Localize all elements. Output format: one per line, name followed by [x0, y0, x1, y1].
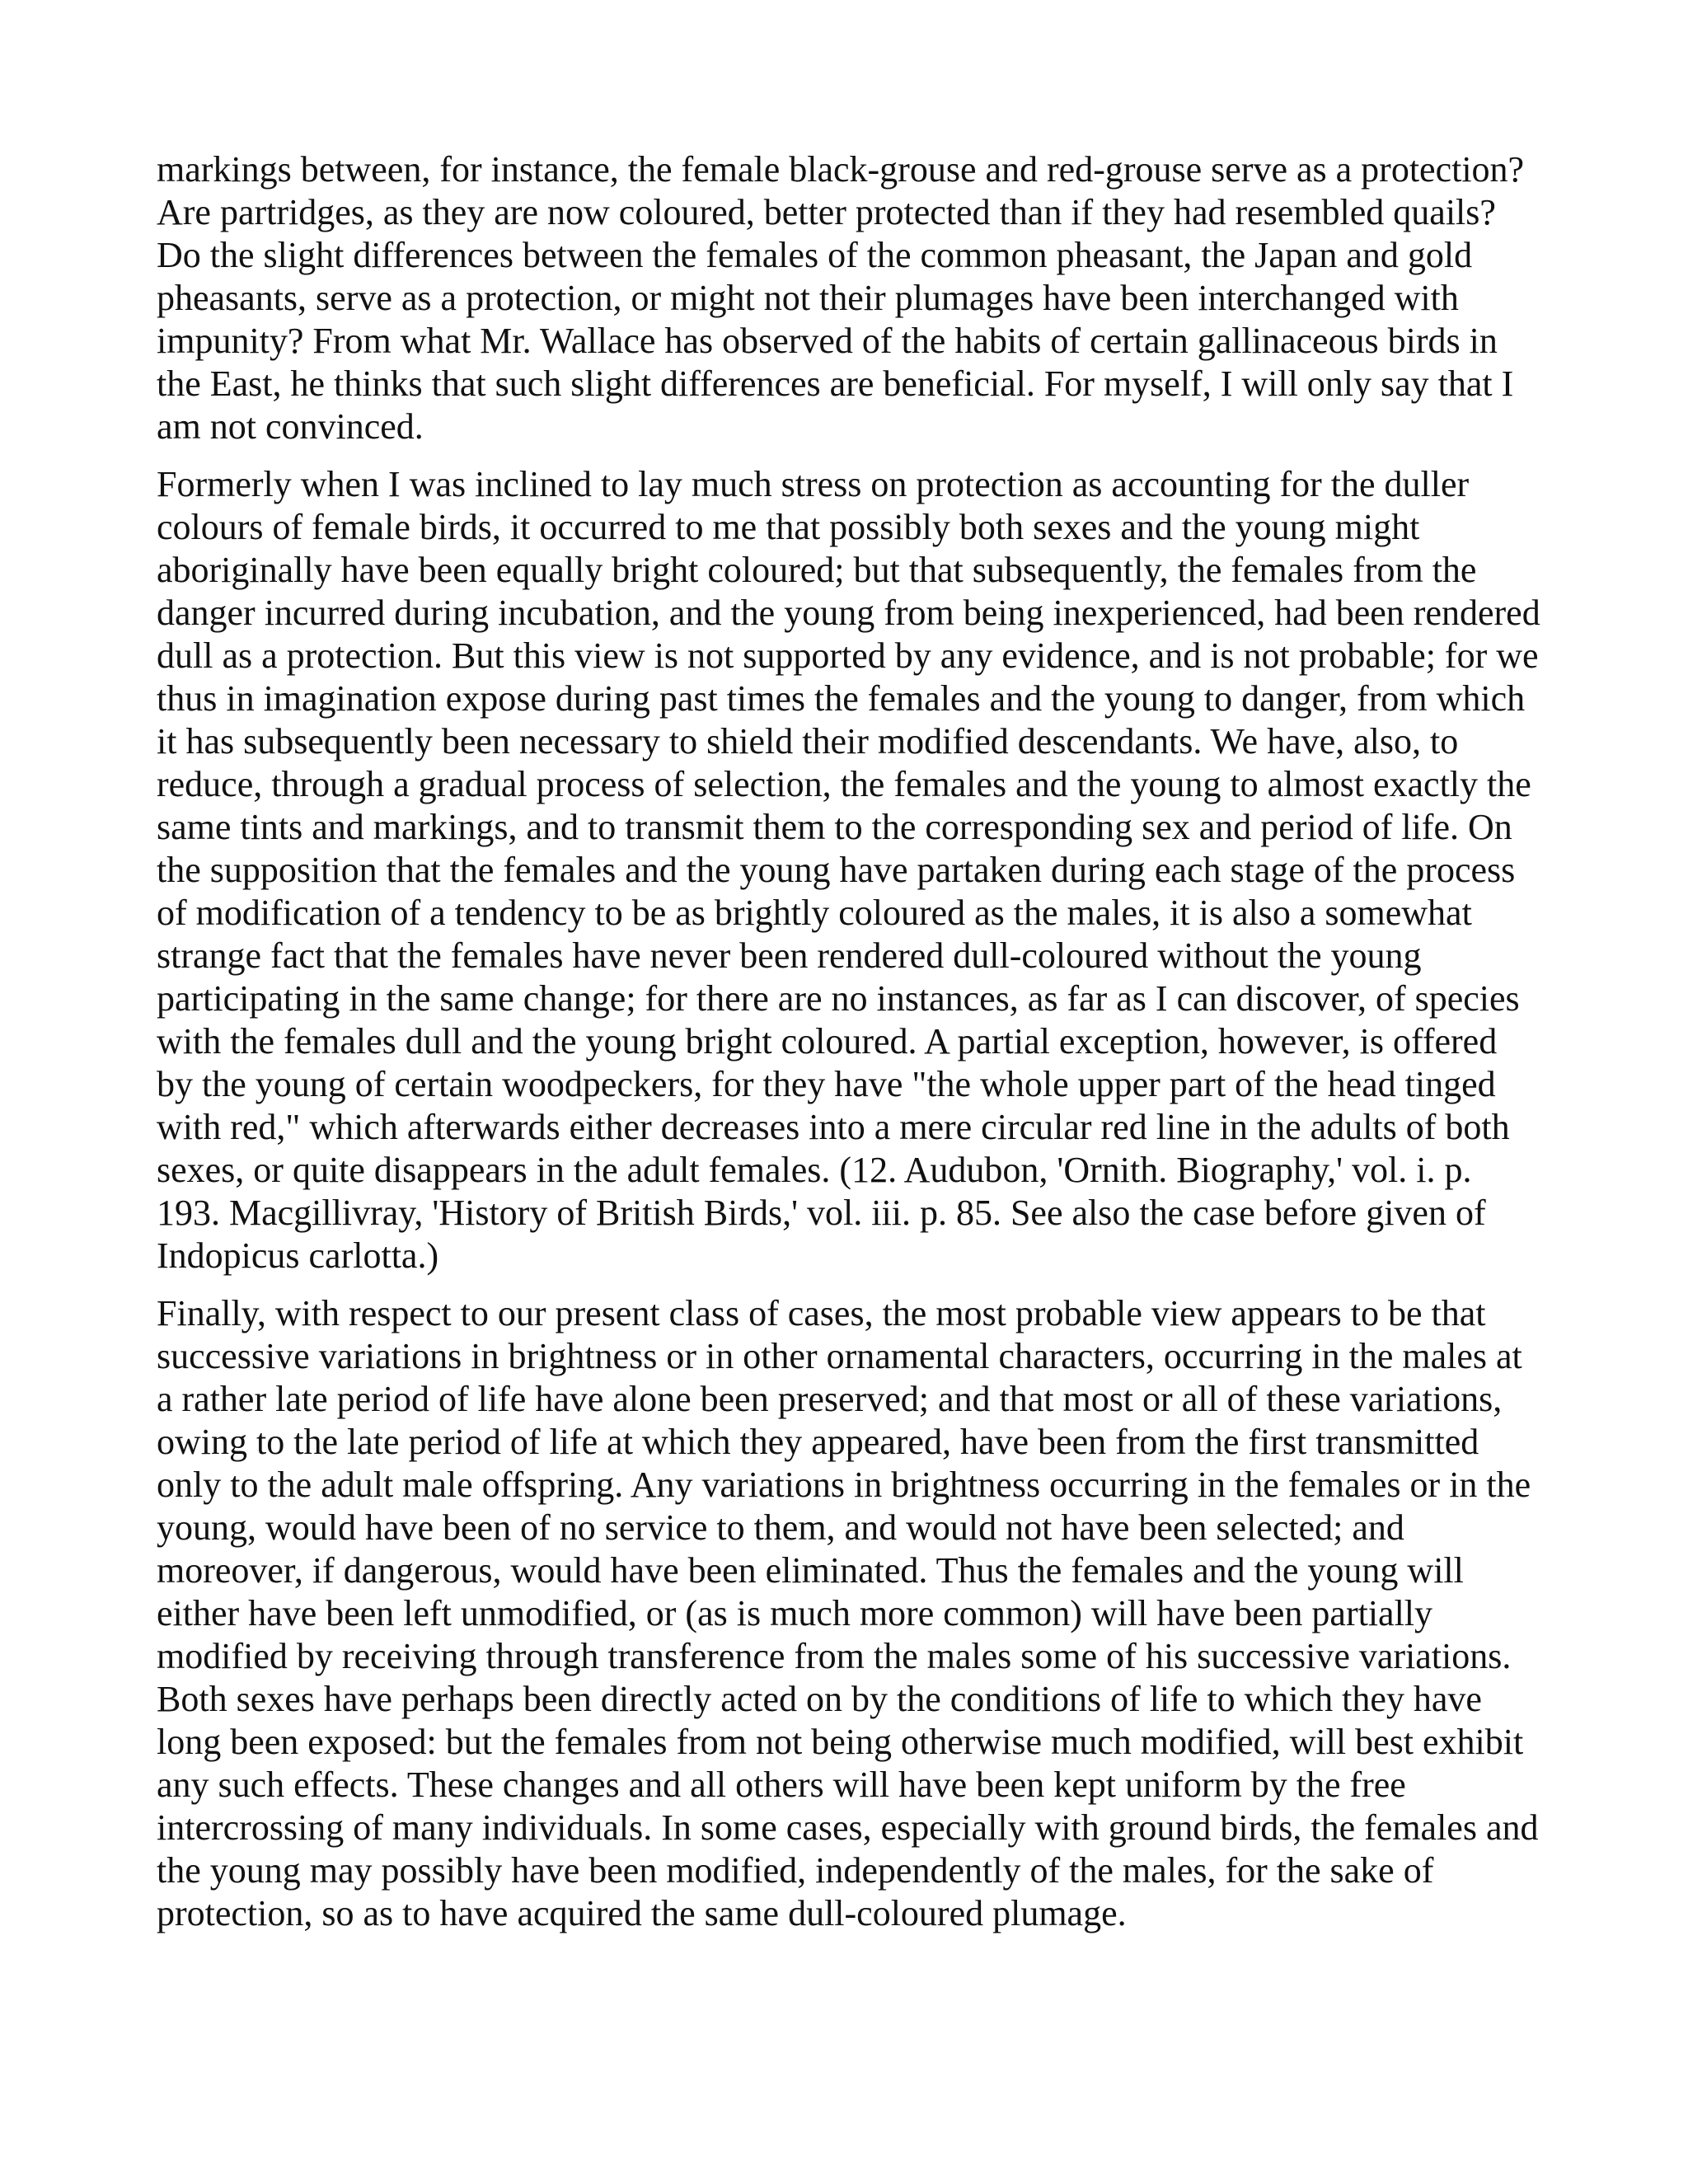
paragraph-3: Finally, with respect to our present class of cases, the most probable view appears to be that successive variations in brightness or in other ornamental characters, occurring in the males at a rather late period of life have alone been preserved; and that most or all of these variations, owing to the late period of life at which they appeared, have been from the first transmitted only to the adult male offspring. Any variations in brightness occurring in the females or in the young, would have been of no service to them, and would not have been selected; and moreover, if dangerous, would have been eliminated. Thus the females and the young will either have been left unmodified, or (as is much more common) will have been partially modified by receiving through transference from the males some of his successive variations. Both sexes have perhaps been directly acted on by the conditions of life to which they have long been exposed: but the females from not being otherwise much modified, will best exhibit any such effects. These changes and all others will have been kept uniform by the free intercrossing of many individuals. In some cases, especially with ground birds, the females and the young may possibly have been modified, independently of the males, for the sake of protection, so as to have acquired the same dull-coloured plumage. — [157, 1293, 1539, 1933]
document-page — [157, 148, 1541, 1935]
paragraph-2: Formerly when I was inclined to lay much stress on protection as accounting for the duller colours of female birds, it occurred to me that possibly both sexes and the young might aboriginally have been equally bright coloured; but that subsequently, the females from the danger incurred during incubation, and the young from being inexperienced, had been rendered dull as a protection. But this view is not supported by any evidence, and is not probable; for we thus in imagination expose during past times the females and the young to danger, from which it has subsequently been necessary to shield their modified descendants. We have, also, to reduce, through a gradual process of selection, the females and the young to almost exactly the same tints and markings, and to transmit them to the corresponding sex and period of life. On the supposition that the females and the young have partaken during each stage of the process of modification of a tendency to be as brightly coloured as the males, it is also a somewhat strange fact that the females have never been rendered dull-coloured without the young participating in the same change; for there are no instances, as far as I can discover, of species with the females dull and the young bright coloured. A partial exception, however, is offered by the young of certain woodpeckers, for they have "the whole upper part of the head tinged with red," which afterwards either decreases into a mere circular red line in the adults of both sexes, or quite disappears in the adult females. (12. Audubon, 'Ornith. Biography,' vol. i. p. 193. Macgillivray, 'History of British Birds,' vol. iii. p. 85. See also the case before given of Indopicus carlotta.) — [157, 464, 1540, 1276]
paragraph-1: markings between, for instance, the female black-grouse and red-grouse serve as a protection? Are partridges, as they are now coloured, better protected than if they had resembled quails? Do the slight differences between the females of the common pheasant, the Japan and gold pheasants, serve as a protection, or might not their plumages have been interchanged with impunity? From what Mr. Wallace has observed of the habits of certain gallinaceous birds in the East, he thinks that such slight differences are beneficial. For myself, I will only say that I am not convinced. — [157, 149, 1525, 447]
